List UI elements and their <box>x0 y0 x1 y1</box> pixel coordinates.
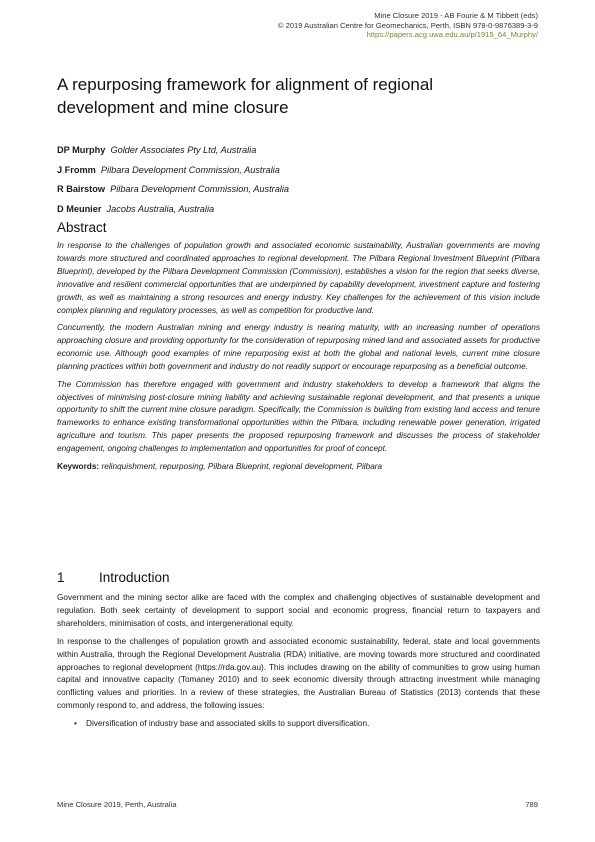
section-title: Introduction <box>99 570 170 585</box>
author-name: DP Murphy <box>57 145 106 155</box>
author-affiliation: Pilbara Development Commission, Australia <box>100 164 280 175</box>
keywords-list: relinquishment, repurposing, Pilbara Blueprint, regional development, Pilbara <box>101 461 383 471</box>
author-list <box>57 141 289 219</box>
author-affiliation: Pilbara Development Commission, Australia <box>110 184 289 194</box>
bullet-icon: • <box>74 719 77 729</box>
abstract-paragraph: In response to the challenges of population growth and associated economic sustainability, Australian governments are moving towards more structured and coordinated approaches to regional development. The Pilbara Regional Investment Blueprint (Pilbara Blueprint), developed by the Pilbara Development Commission (Commission), establishes a vision for the region that seeks diverse, innovative and resilient commercial opportunities that are underpinned by capability development, investment capture and fostering growth, as well as maintaining a strong resources and energy industry. Key challenges for the achievement of this vision include complex planning and regulatory processes, as well as competition for productive land. <box>57 241 540 315</box>
bullet-list <box>57 718 540 731</box>
paper-title: A repurposing framework for alignment of regional development and mine closure <box>57 75 434 117</box>
body-paragraph: Government and the mining sector alike are faced with the complex and challenging objectives of sustainable development and regulation. Both seek certainty of development to support social and economic progress, financial return to taxpayers and shareholders, minimisation of costs, and intergenerational equity. <box>57 593 540 628</box>
header-url-link[interactable]: https://papers.acg.uwa.edu.au/p/1915_64_Murphy/ <box>366 30 538 40</box>
section-number: 1 <box>57 570 65 585</box>
section-heading-introduction <box>57 570 170 585</box>
footer-conference: Mine Closure 2019, Perth, Australia <box>57 800 177 809</box>
page-number: 789 <box>525 800 538 809</box>
abstract-heading: Abstract <box>57 220 107 235</box>
keywords-label: Keywords: <box>57 461 100 471</box>
list-item <box>57 718 540 731</box>
section-body <box>57 592 540 731</box>
abstract-paragraph: Concurrently, the modern Australian mining and energy industry is nearing maturity, with an increasing number of operations approaching closure and providing opportunity for the consideration of repurposing mined land and associated assets for productive economic use. Although good examples of mine repurposing exist at both the global and national levels, current mine closure planning practices within both government and industry do not readily support or encourage repurposing as a beneficial outcome. <box>57 323 540 371</box>
running-header <box>278 11 538 40</box>
author-affiliation: Golder Associates Pty Ltd, Australia <box>110 145 257 155</box>
abstract-body <box>57 240 540 479</box>
author-name: R Bairstow <box>57 184 105 194</box>
author-name: J Fromm <box>57 164 96 175</box>
header-copyright: © 2019 Australian Centre for Geomechanics, Perth, ISBN 978-0-9876389-3-9 <box>277 20 538 30</box>
author-name: D Meunier <box>57 203 102 214</box>
list-item-text: Diversification of industry base and associated skills to support diversification. <box>86 719 370 729</box>
header-proceedings: Mine Closure 2019 - AB Fourie & M Tibbett (eds) <box>374 11 538 20</box>
author-entry <box>57 161 289 181</box>
keywords <box>57 461 540 474</box>
abstract-paragraph: The Commission has therefore engaged with government and industry stakeholders to develop a framework that aligns the objectives of minimising post-closure mining liability and achieving sustainable regional development, and that presents a unique opportunity to shift the current mine closure paradigm. Specifically, the Commission is building from existing land access and tenure frameworks to enhance existing transformational opportunities within the Pilbara, including renewable power generation, irrigated agriculture and tourism. This paper presents the proposed repurposing framework and discusses the process of stakeholder engagement, ongoing challenges to implementation and opportunities for proof of concept. <box>57 379 540 454</box>
page-footer <box>57 800 538 809</box>
author-affiliation: Jacobs Australia, Australia <box>106 203 215 214</box>
author-entry <box>57 141 289 161</box>
body-paragraph: In response to the challenges of population growth and associated economic sustainability, federal, state and local governments within Australia, through the Regional Development Australia (RDA) initiative, are moving towards more structured and coordinated approaches to regional development (https://rda.gov.au). This includes drawing on the ability of communities to grow using human capital and innovative capacity (Tomaney 2010) and to seek economic diversity through attracting investment while managing conflicting values and priorities. In a review of these strategies, the Australian Bureau of Statistics (2013) contends that these commonly respond to, and address, the following issues: <box>57 636 540 711</box>
author-entry <box>57 200 289 220</box>
author-entry <box>57 180 289 200</box>
